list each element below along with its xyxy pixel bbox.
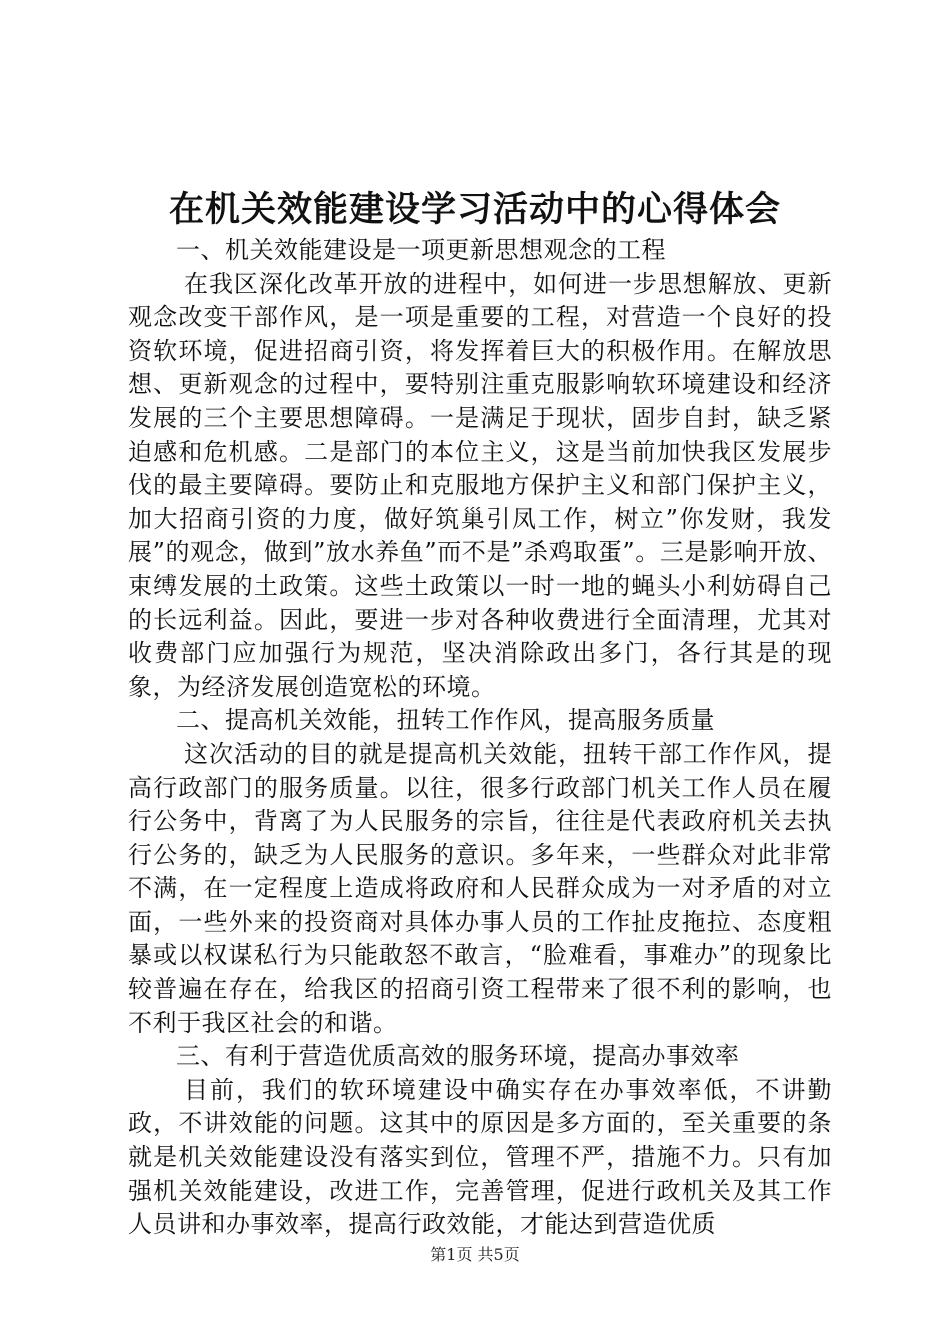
body-paragraph-1: 在我区深化改革开放的进程中，如何进一步思想解放、更新观念改变干部作风，是一项是重要的工程，对营造一个良好的投资软环境，促进招商引资，将发挥着巨大的积极作用。在解放思想、更新观念的过程中，要特别注重克服影响软环境建设和经济发展的三个主要思想障碍。一是满足于现状，固步自封，缺乏紧迫感和危机感。二是部门的本位主义，这是当前加快我区发展步伐的最主要障碍。要防止和克服地方保护主义和部门保护主义，加大招商引资的力度，做好筑巢引凤工作，树立”你发财，我发展”的观念，做到”放水养鱼”而不是”杀鸡取蛋”。三是影响开放、束缚发展的土政策。这些土政策以一时一地的蝇头小利妨碍自己的长远利益。因此，要进一步对各种收费进行全面清理，尤其对收费部门应加强行为规范，坚决消除政出多门，各行其是的现象，为经济发展创造宽松的环境。 [128,269,832,701]
body-paragraph-3: 目前，我们的软环境建设中确实存在办事效率低，不讲勤政，不讲效能的问题。这其中的原因是多方面的，至关重要的条就是机关效能建设没有落实到位，管理不严，措施不力。只有加强机关效能建设，改进工作，完善管理，促进行政机关及其工作人员讲和办事效率，提高行政效能，才能达到营造优质 [128,1075,832,1239]
body-paragraph-2: 这次活动的目的就是提高机关效能，扭转干部工作作风，提高行政部门的服务质量。以往，很多行政部门机关工作人员在履行公务中，背离了为人民服务的宗旨，往往是代表政府机关去执行公务的，缺乏为人民服务的意识。多年来，一些群众对此非常不满，在一定程度上造成将政府和人民群众成为一对矛盾的对立面，一些外来的投资商对具体办事人员的工作扯皮拖拉、态度粗暴或以权谋私行为只能敢怒不敢言，“脸难看，事难办”的现象比较普遍在存在，给我区的招商引资工程带来了很不利的影响，也不利于我区社会的和谐。 [128,739,832,1037]
section-heading-3: 三、有利于营造优质高效的服务环境，提高办事效率 [176,1042,740,1071]
section-heading-2: 二、提高机关效能，扭转工作作风，提高服务质量 [176,706,715,735]
page-number-footer: 第1页 共5页 [430,1245,520,1264]
section-heading-1: 一、机关效能建设是一项更新思想观念的工程 [176,236,666,264]
document-body [128,234,832,1242]
document-title: 在机关效能建设学习活动中的心得体会 [168,189,781,230]
